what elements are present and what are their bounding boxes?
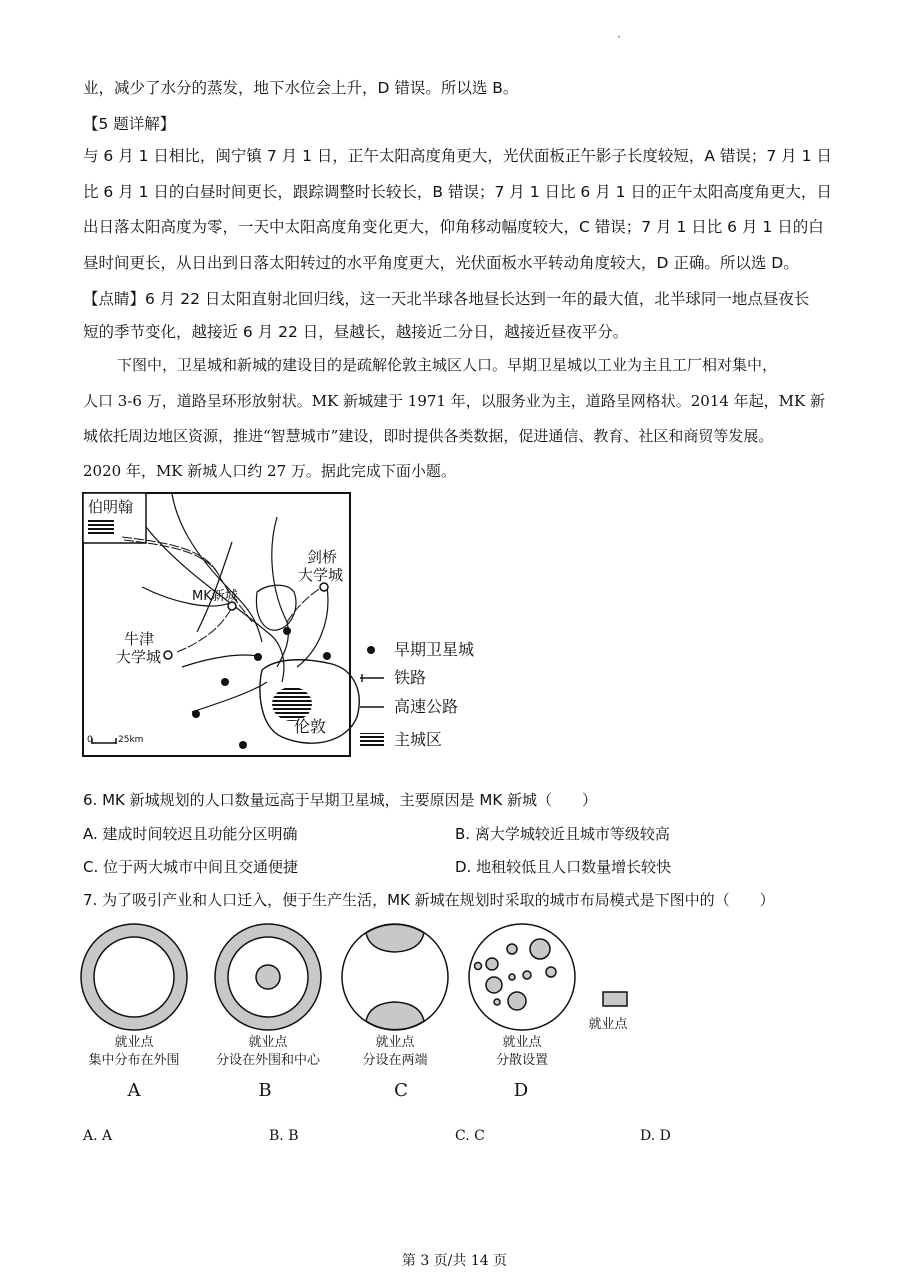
diagram-b-letter: B: [258, 1080, 272, 1101]
text-line: 昼时间更长，从日出到日落太阳转过的水平角度更大，光伏面板水平转动角度较大，D 正确。所以选 D。: [83, 254, 799, 272]
map-legend: [360, 640, 474, 749]
q7-stem: 7. 为了吸引产业和人口迁入，便于生产生活，MK 新城在规划时采取的城市布局模式是下图中的（ ）: [83, 891, 775, 909]
legend-urban-symbol: [360, 733, 384, 747]
q6-option-a[interactable]: A. 建成时间较迟且功能分区明确: [83, 825, 298, 843]
diagram-c-letter: C: [394, 1080, 408, 1101]
employment-legend-box: [603, 992, 627, 1006]
diagram-a-l1: 就业点: [114, 1035, 154, 1050]
employment-legend-label: 就业点: [588, 1017, 628, 1032]
oxford-marker: [164, 651, 172, 659]
q7-option-a[interactable]: A. A: [83, 1128, 113, 1144]
text-line: 短的季节变化，越接近 6 月 22 日，昼越长，越接近二分日，越接近昼夜平分。: [83, 323, 629, 341]
diagram-c-l2: 分设在两端: [362, 1053, 428, 1068]
london-label: 伦敦: [294, 717, 327, 736]
diagram-a: [81, 924, 187, 1030]
passage-line: 下图中，卫星城和新城的建设目的是疏解伦敦主城区人口。早期卫星城以工业为主且工厂相对集中，: [117, 356, 778, 374]
passage-line: 2020 年，MK 新城人口约 27 万。据此完成下面小题。: [83, 462, 456, 480]
diagram-c-l1: 就业点: [375, 1035, 415, 1050]
q6-option-b[interactable]: B. 离大学城较近且城市等级较高: [455, 825, 670, 843]
oxford-label-2: 大学城: [116, 648, 162, 666]
diagram-a-l2: 集中分布在外围: [88, 1053, 180, 1068]
diagram-b-l2: 分设在外围和中心: [215, 1053, 321, 1068]
text-line: 【点睛】6 月 22 日太阳直射北回归线，这一天北半球各地昼长达到一年的最大值，北半球同一地点昼夜长: [83, 290, 810, 308]
q6-option-c[interactable]: C. 位于两大城市中间且交通便捷: [83, 858, 299, 876]
oxford-label: 牛津: [124, 630, 155, 648]
legend-railway: 铁路: [394, 668, 427, 687]
cambridge-label: 剑桥: [307, 548, 338, 566]
q6-stem: 6. MK 新城规划的人口数量远高于早期卫星城，主要原因是 MK 新城（ ）: [83, 791, 597, 809]
diagram-c: [342, 924, 448, 1030]
scale-zero: 0: [87, 735, 93, 745]
text-line: 与 6 月 1 日相比，闽宁镇 7 月 1 日，正午太阳高度角更大，光伏面板正午影子长度较短，A 错误；7 月 1 日: [83, 147, 832, 165]
legend-highway: 高速公路: [394, 697, 459, 716]
mk-label: MK新城: [192, 589, 238, 604]
page-footer: 第 3 页/共 14 页: [401, 1253, 508, 1269]
text-line: 业，减少了水分的蒸发，地下水位会上升，D 错误。所以选 B。: [83, 79, 519, 97]
diagram-b-l1: 就业点: [248, 1035, 288, 1050]
layout-diagrams: [75, 916, 645, 1101]
page-dot: ·: [617, 30, 621, 44]
section-heading: 【5 题详解】: [83, 115, 176, 133]
london-region-map: [82, 492, 482, 758]
cambridge-label-2: 大学城: [298, 566, 344, 584]
diagram-d-letter: D: [513, 1080, 529, 1101]
scale-length: 25km: [118, 735, 144, 745]
text-line: 出日落太阳高度为零，一天中太阳高度角变化更大，仰角移动幅度较大，C 错误；7 月 1 日比 6 月 1 日的白: [83, 218, 824, 236]
passage-line: 人口 3-6 万，道路呈环形放射状。MK 新城建于 1971 年，以服务业为主，道路呈网格状。2014 年起，MK 新: [83, 392, 826, 410]
q7-option-c[interactable]: C. C: [455, 1128, 485, 1144]
q7-option-d[interactable]: D. D: [640, 1128, 671, 1144]
cambridge-marker: [320, 583, 328, 591]
diagram-d: [469, 924, 575, 1030]
legend-satellite: 早期卫星城: [394, 640, 475, 659]
q7-option-b[interactable]: B. B: [269, 1128, 299, 1144]
diagram-b: [215, 924, 321, 1030]
london-urban-area: [272, 687, 312, 721]
passage-line: 城依托周边地区资源，推进“智慧城市”建设，即时提供各类数据，促进通信、教育、社区和商贸等发展。: [83, 427, 774, 445]
text-line: 比 6 月 1 日的白昼时间更长，跟踪调整时长较长，B 错误；7 月 1 日比 6 月 1 日的正午太阳高度角更大，日: [83, 183, 832, 201]
legend-urban: 主城区: [394, 730, 443, 749]
birmingham-label: 伯明翰: [88, 498, 134, 516]
q6-option-d[interactable]: D. 地租较低且人口数量增长较快: [455, 858, 672, 876]
diagram-a-letter: A: [127, 1080, 141, 1101]
diagram-d-l2: 分散设置: [495, 1053, 549, 1068]
diagram-d-l1: 就业点: [502, 1035, 542, 1050]
birmingham-urban-area: [88, 520, 114, 534]
legend-satellite-symbol: [367, 646, 375, 654]
